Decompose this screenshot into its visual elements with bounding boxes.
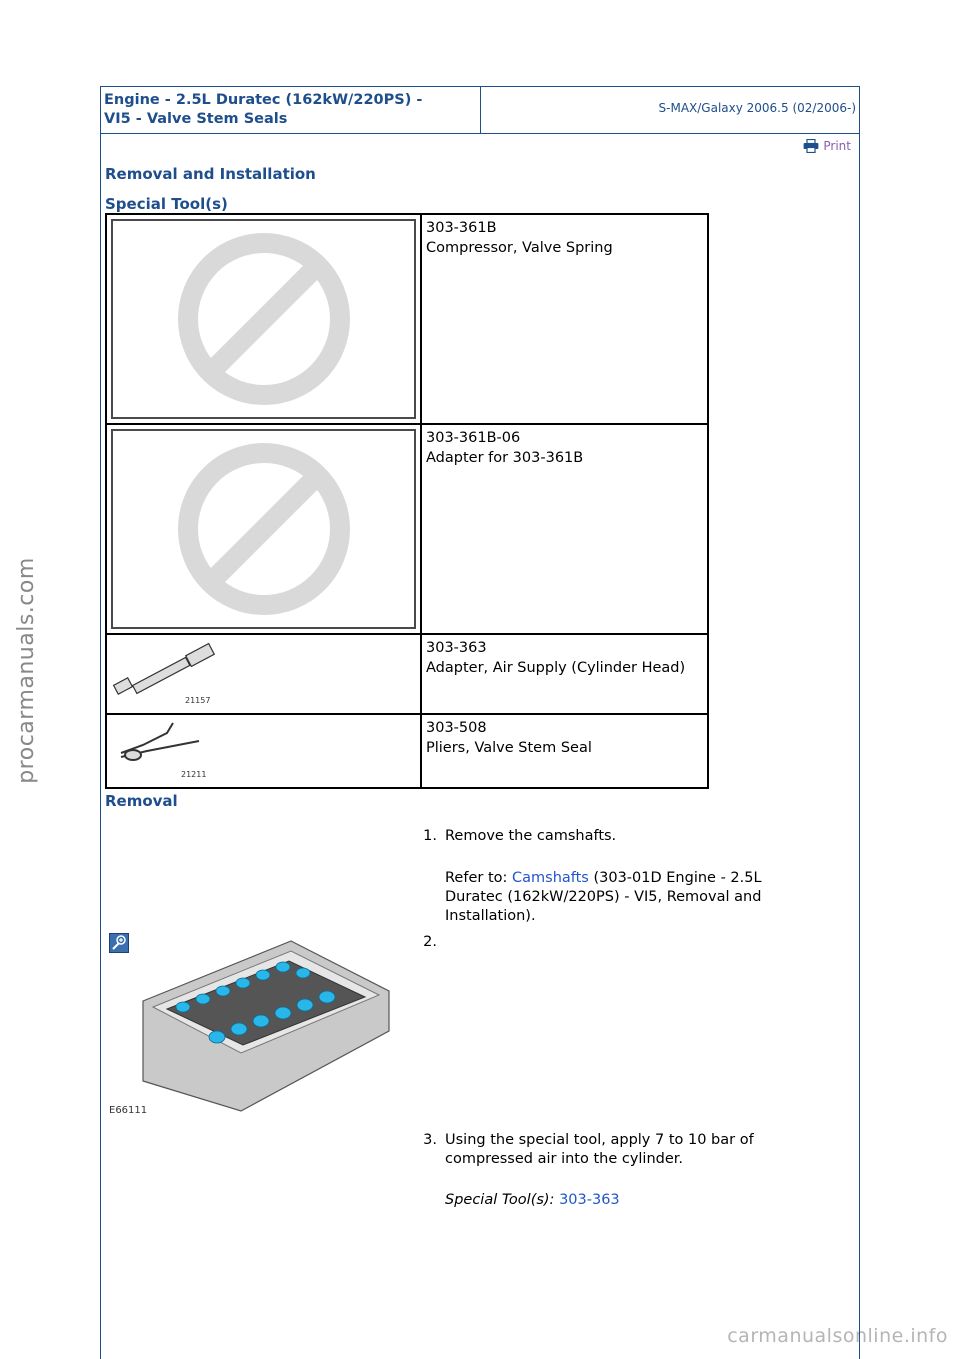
camshafts-link[interactable]: Camshafts (512, 870, 589, 886)
tool-image-placeholder (111, 429, 416, 629)
step-number: 3. (423, 1132, 437, 1148)
removal-title: Removal (105, 792, 178, 810)
tool-image-cell (106, 714, 421, 788)
page-header (101, 87, 859, 134)
tool-name: Adapter for 303-361B (426, 450, 584, 466)
pliers-image (107, 715, 407, 783)
step-2 (417, 933, 817, 955)
tool-code: 303-508 (426, 720, 487, 736)
figure-label: E66111 (109, 1105, 148, 1116)
air-adapter-image (107, 635, 407, 709)
air-adapter-label: 21157 (185, 696, 211, 705)
tool-image-cell (106, 214, 421, 424)
tool-text-cell (421, 714, 708, 788)
print-label: Print (823, 139, 851, 153)
tool-code: 303-361B (426, 220, 497, 236)
section-title: Removal and Installation (105, 165, 316, 183)
printer-icon (803, 139, 819, 153)
side-watermark (6, 556, 46, 784)
print-button[interactable] (803, 139, 851, 153)
ref-suffix: (303-01D Engine - 2.5L Duratec (162kW/220PS) - VI5, Removal and Installation). (445, 870, 762, 924)
step-number: 2. (423, 934, 437, 950)
step-reference (445, 869, 805, 926)
step-3 (417, 1131, 817, 1221)
no-image-icon (174, 229, 354, 409)
tool-text-cell (421, 634, 708, 714)
ref-prefix: Refer to: (445, 870, 512, 886)
tool-text-cell (421, 424, 708, 634)
tool-row (106, 214, 708, 424)
step-tool-reference (445, 1191, 805, 1210)
step-text: Using the special tool, apply 7 to 10 bar of compressed air into the cylinder. (445, 1132, 754, 1167)
bottom-watermark: carmanualsonline.info (727, 1325, 948, 1347)
cylinder-head-figure[interactable] (107, 933, 397, 1123)
tool-name: Adapter, Air Supply (Cylinder Head) (426, 660, 686, 676)
tool-image-cell (106, 424, 421, 634)
tool-row (106, 634, 708, 714)
tool-row (106, 424, 708, 634)
no-image-icon (174, 439, 354, 619)
tool-name: Compressor, Valve Spring (426, 240, 613, 256)
special-tools-table (105, 213, 709, 789)
page-title-line1: Engine - 2.5L Duratec (162kW/220PS) - (104, 92, 423, 108)
tool-text-cell (421, 214, 708, 424)
model-label: S-MAX/Galaxy 2006.5 (02/2006-) (658, 101, 856, 115)
side-watermark-text: procarmanuals.com (13, 556, 39, 784)
page-title (101, 87, 481, 133)
page-title-line2: VI5 - Valve Stem Seals (104, 111, 288, 127)
document-frame (100, 86, 860, 1359)
tool-code: 303-363 (426, 640, 487, 656)
tool-row (106, 714, 708, 788)
tool-code: 303-361B-06 (426, 430, 521, 446)
step-1 (417, 827, 817, 927)
tool-name: Pliers, Valve Stem Seal (426, 740, 592, 756)
tool-prefix: Special Tool(s): (445, 1192, 555, 1208)
tool-image-placeholder (111, 219, 416, 419)
step-text: Remove the camshafts. (445, 828, 617, 844)
step-number: 1. (423, 828, 437, 844)
pliers-label: 21211 (181, 770, 207, 779)
special-tools-title: Special Tool(s) (105, 195, 228, 213)
tool-image-cell (106, 634, 421, 714)
tool-303-363-link[interactable]: 303-363 (559, 1192, 620, 1208)
